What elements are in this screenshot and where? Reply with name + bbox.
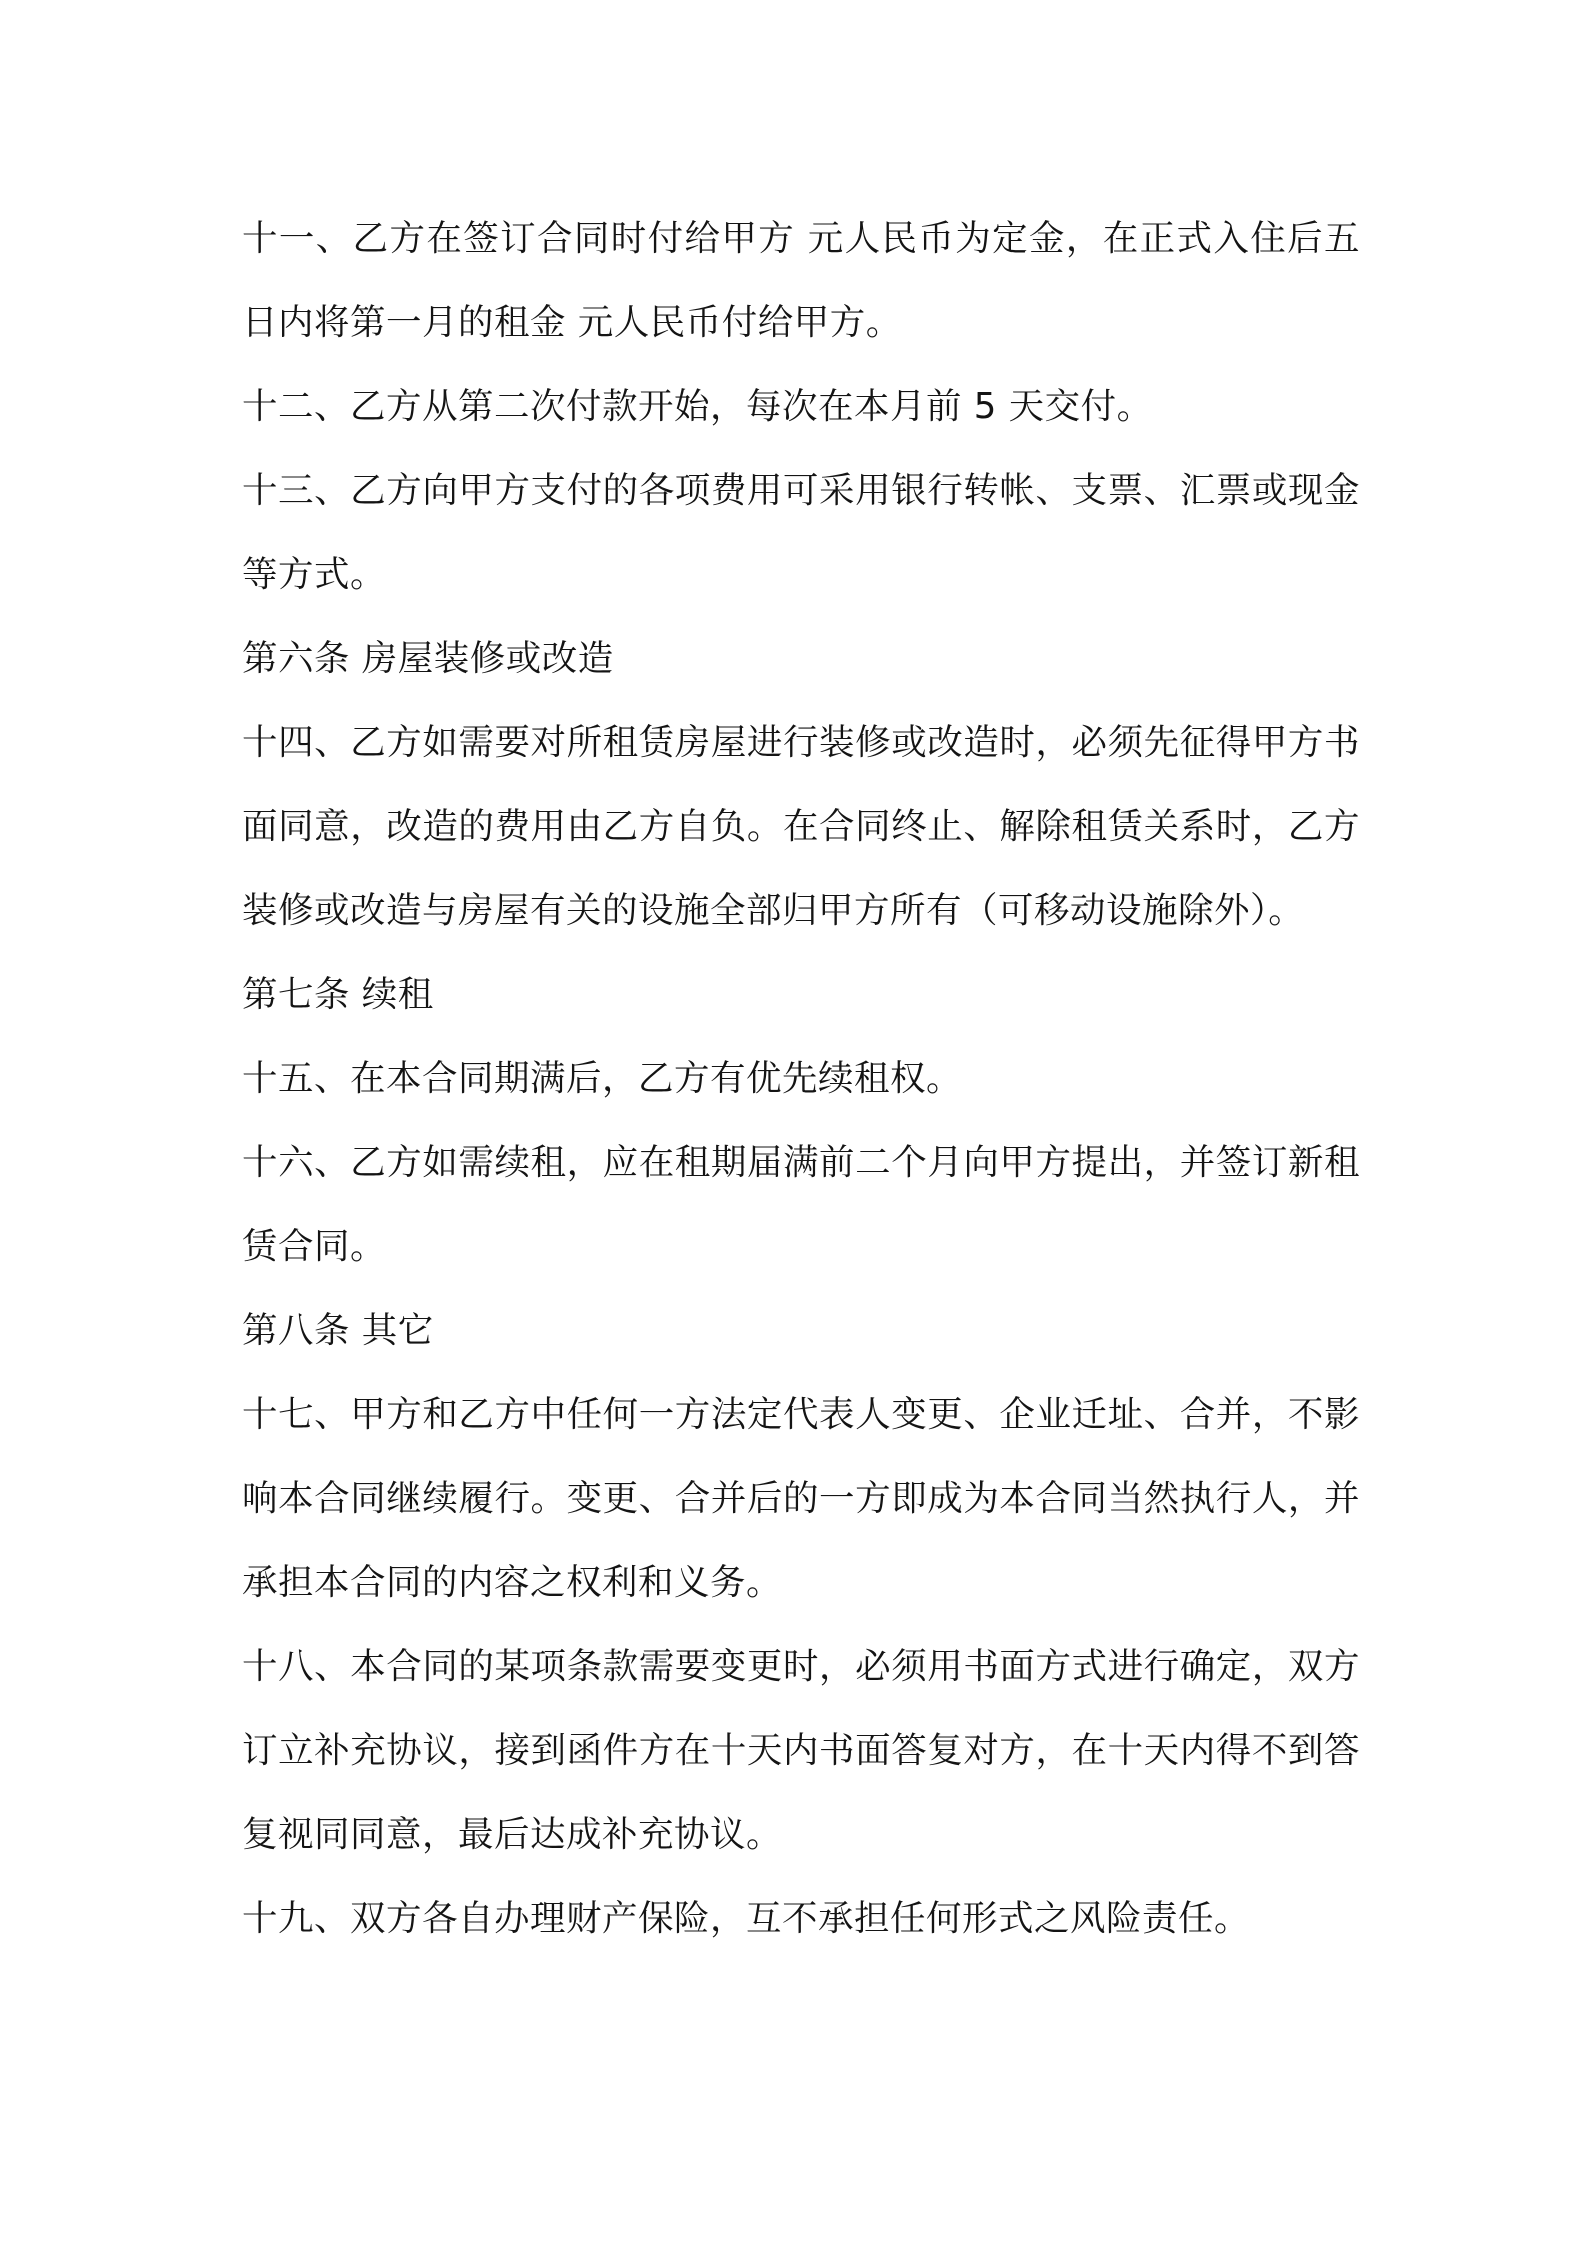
clause-14: 十四、乙方如需要对所租赁房屋进行装修或改造时，必须先征得甲方书面同意，改造的费用由乙方自负。在合同终止、解除租赁关系时，乙方装修或改造与房屋有关的设施全部归甲方所有（可移动设施除外）。 <box>242 722 1360 931</box>
clause-18: 十八、本合同的某项条款需要变更时，必须用书面方式进行确定，双方订立补充协议，接到函件方在十天内书面答复对方，在十天内得不到答复视同同意，最后达成补充协议。 <box>242 1646 1360 1855</box>
clause-12: 十二、乙方从第二次付款开始，每次在本月前 5 天交付。 <box>242 386 1153 427</box>
article-8-heading: 第八条 其它 <box>242 1310 434 1351</box>
clause-19: 十九、双方各自办理财产保险，互不承担任何形式之风险责任。 <box>242 1898 1251 1939</box>
clause-15: 十五、在本合同期满后，乙方有优先续租权。 <box>242 1058 963 1099</box>
article-7-heading: 第七条 续租 <box>242 974 434 1015</box>
clause-13: 十三、乙方向甲方支付的各项费用可采用银行转帐、支票、汇票或现金等方式。 <box>242 470 1360 595</box>
clause-11: 十一、乙方在签订合同时付给甲方 元人民币为定金，在正式入住后五日内将第一月的租金 元人民币付给甲方。 <box>242 218 1360 343</box>
clause-16: 十六、乙方如需续租，应在租期届满前二个月向甲方提出，并签订新租赁合同。 <box>242 1142 1360 1267</box>
article-6-heading: 第六条 房屋装修或改造 <box>242 638 614 679</box>
clause-17: 十七、甲方和乙方中任何一方法定代表人变更、企业迁址、合并，不影响本合同继续履行。变更、合并后的一方即成为本合同当然执行人，并承担本合同的内容之权利和义务。 <box>242 1394 1360 1603</box>
document-body <box>242 197 1360 1961</box>
